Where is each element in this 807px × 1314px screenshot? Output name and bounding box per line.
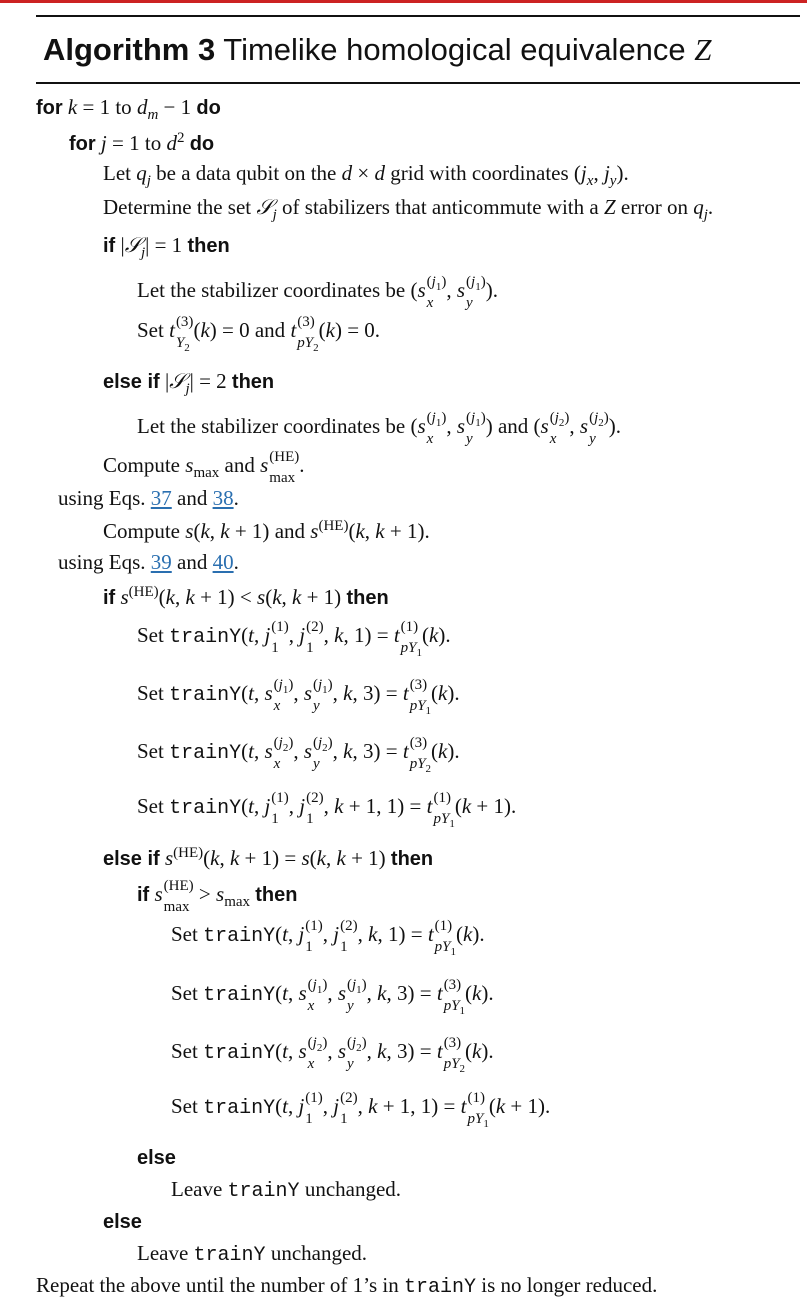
eq38-link[interactable]: 38 — [212, 486, 234, 510]
eq40-link[interactable]: 40 — [212, 550, 234, 574]
line-set-t3: Set t (3) $Y_2$ (k) = 0 and t (3) $pY_2$ (k) = 0. — [137, 314, 381, 355]
line-set-trainy-a1: Set trainY(t, j (1) 1 , j (2) 1 , k, 1) = t (1) $pY_1$ (k). — [137, 619, 451, 660]
line-determine-set: Determine the set 𝒮$_j$ of stabilizers that anticommute with a Z error on $q_j$. — [103, 195, 714, 224]
line-stab-coords-2: Let the stabilizer coordinates be (s $(j_1)$ x , s $(j_1)$ y ) and (s $(j_2)$ x , s $(j_2)$ y ). — [137, 410, 621, 448]
line-repeat: Repeat the above until the number of 1’s in trainY is no longer reduced. — [36, 1273, 658, 1299]
line-set-trainy-b4: Set trainY(t, j (1) 1 , j (2) 1 , k + 1, 1) = t (1) $pY_1$ (k + 1). — [171, 1090, 551, 1131]
top-rule — [36, 15, 800, 17]
line-else-if-she-eq-s: else if $s^{(HE)}(k$, k + 1) = s(k, k + 1) then — [103, 845, 434, 870]
line-using-eqs-37-38: using Eqs. 37 and 38. — [58, 486, 239, 510]
line-set-trainy-a3: Set trainY(t, s $(j_2)$ x , s $(j_2)$ y , k, 3) = t (3) $pY_2$ (k). — [137, 735, 460, 776]
algorithm-label: Algorithm 3 — [43, 32, 216, 67]
line-set-trainy-b1: Set trainY(t, j (1) 1 , j (2) 1 , k, 1) = t (1) $pY_1$ (k). — [171, 918, 485, 959]
eq37-link[interactable]: 37 — [150, 486, 172, 510]
line-else-if-s2: else if |𝒮$_j$| = 2 then — [103, 369, 275, 398]
line-for-k: for k = 1 to $d_m - 1$ do — [36, 95, 221, 124]
line-using-eqs-39-40: using Eqs. 39 and 40. — [58, 550, 239, 574]
line-inner-else: else — [137, 1147, 176, 1169]
algorithm-title-var: Z — [694, 32, 712, 67]
title-rule — [36, 82, 800, 84]
line-let-qubit: Let $q_j$ be a data qubit on the d × d grid with coordinates ($j_x$, $j_y$). — [103, 161, 629, 190]
line-if-shemax-gt-smax: if s (HE) max > $s_{max}$ then — [137, 878, 298, 916]
line-set-trainy-b2: Set trainY(t, s $(j_1)$ x , s $(j_1)$ y , k, 3) = t (3) $pY_1$ (k). — [171, 977, 494, 1018]
line-set-trainy-a2: Set trainY(t, s $(j_1)$ x , s $(j_1)$ y , k, 3) = t (3) $pY_1$ (k). — [137, 677, 460, 718]
algorithm-title-text: Timelike homological equivalence — [223, 32, 686, 67]
line-set-trainy-a4: Set trainY(t, j (1) 1 , j (2) 1 , k + 1, 1) = t (1) $pY_1$ (k + 1). — [137, 790, 517, 831]
line-if-s1: if |𝒮$_j$| = 1 then — [103, 233, 230, 262]
line-compute-smax: Compute $s_{max}$ and s (HE) max . — [103, 449, 305, 487]
eq39-link[interactable]: 39 — [150, 550, 172, 574]
line-stab-coords-1: Let the stabilizer coordinates be (s $(j_1)$ x , s $(j_1)$ y ). — [137, 274, 498, 312]
line-compute-s: Compute s(k, k + 1) and $s^{(HE)}(k$, k + 1). — [103, 518, 430, 543]
top-accent-line — [0, 0, 807, 3]
line-if-she-lt-s: if $s^{(HE)}(k$, k + 1) < s(k, k + 1) then — [103, 584, 389, 609]
line-set-trainy-b3: Set trainY(t, s $(j_2)$ x , s $(j_2)$ y , k, 3) = t (3) $pY_2$ (k). — [171, 1035, 494, 1076]
algorithm-title — [43, 30, 712, 70]
line-leave-outer: Leave trainY unchanged. — [137, 1241, 368, 1267]
line-outer-else: else — [103, 1211, 142, 1233]
line-leave-inner: Leave trainY unchanged. — [171, 1177, 402, 1203]
line-for-j: for j = 1 to $d^2$ do — [69, 130, 215, 155]
